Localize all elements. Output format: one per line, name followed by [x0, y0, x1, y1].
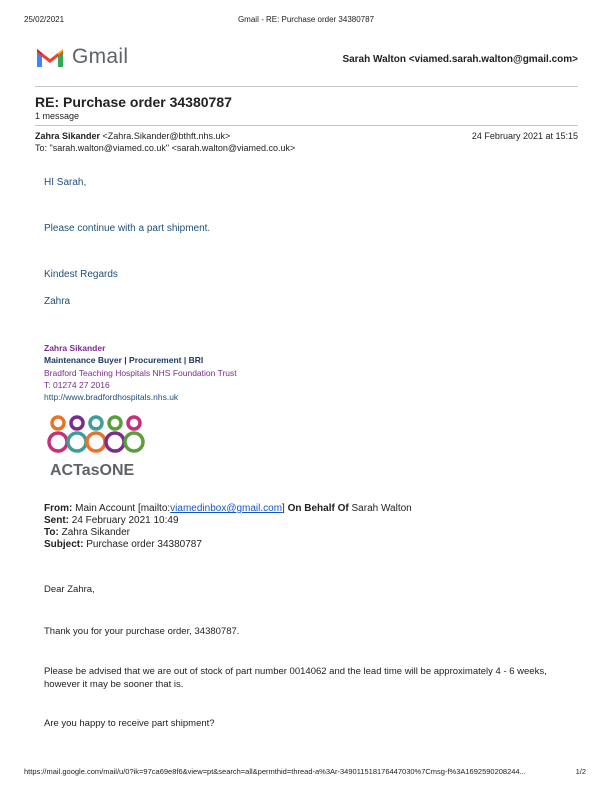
fwd-from-email-link[interactable]: viamedinbox@gmail.com — [170, 503, 283, 514]
fwd-to-value: Zahra Sikander — [61, 527, 130, 538]
fwd-subject-label: Subject: — [44, 539, 84, 550]
fwd-to-line — [44, 527, 130, 538]
print-date: 25/02/2021 — [24, 15, 65, 24]
fwd-sent-value: 24 February 2021 10:49 — [71, 515, 179, 526]
gmail-wordmark: Gmail — [72, 45, 129, 68]
print-page: 1/2 — [575, 767, 586, 776]
account-label: Sarah Walton <viamed.sarah.walton@gmail.com> — [342, 54, 578, 65]
message-body: Please continue with a part shipment. — [44, 223, 211, 234]
fwd-from-suffix: ] — [282, 503, 285, 514]
message-to: To: "sarah.walton@viamed.co.uk" <sarah.walton@viamed.co.uk> — [35, 143, 296, 153]
fwd-sent-label: Sent: — [44, 515, 69, 526]
fwd-paragraph-2: Please be advised that we are out of stock of part number 0014062 and the lead time will be approximately 4 - 6 weeks, however it may be sooner that is. — [44, 666, 547, 690]
fwd-paragraph-1: Thank you for your purchase order, 34380787. — [44, 626, 240, 637]
signature-phone: T: 01274 27 2016 — [44, 380, 110, 390]
fwd-from-line — [44, 503, 412, 514]
fwd-from-label: From: — [44, 503, 73, 514]
actasone-logo-text: ACTasONE — [50, 462, 135, 479]
sender-email: <Zahra.Sikander@bthft.nhs.uk> — [102, 131, 231, 141]
signature-role: Maintenance Buyer | Procurement | BRI — [44, 355, 204, 365]
fwd-behalf-name: Sarah Walton — [351, 503, 412, 514]
regards: Kindest Regards — [44, 269, 118, 280]
fwd-sent-line — [44, 515, 179, 526]
fwd-subject-value: Purchase order 34380787 — [86, 539, 202, 550]
print-url: https://mail.google.com/mail/u/0?ik=97ca69e8f6&view=pt&search=all&permthid=thread-a%3Ar-3490115181764470​30%7Cmsg-f%3A1692590208244... — [24, 767, 526, 776]
header-divider — [35, 86, 578, 87]
fwd-subject-line — [44, 539, 202, 550]
signature-org: Bradford Teaching Hospitals NHS Foundation Trust — [44, 368, 237, 378]
fwd-from-prefix: Main Account [mailto: — [75, 503, 171, 514]
actasone-logo — [46, 412, 146, 480]
message-count: 1 message — [35, 111, 80, 121]
signature-name: Zahra Sikander — [44, 343, 106, 353]
signoff: Zahra — [44, 296, 71, 307]
greeting: HI Sarah, — [44, 177, 87, 188]
signature-url[interactable]: http://www.bradfordhospitals.nhs.uk — [44, 392, 179, 402]
gmail-logo-icon — [35, 45, 65, 69]
message-from — [35, 131, 230, 141]
message-divider — [35, 125, 578, 126]
print-title: Gmail - RE: Purchase order 34380787 — [237, 15, 375, 24]
fwd-paragraph-3: Are you happy to receive part shipment? — [44, 718, 215, 729]
fwd-to-label: To: — [44, 527, 59, 538]
fwd-behalf-label: On Behalf Of — [287, 503, 349, 514]
sender-name: Zahra Sikander — [35, 131, 101, 141]
fwd-greeting: Dear Zahra, — [44, 584, 95, 595]
message-date: 24 February 2021 at 15:15 — [471, 131, 578, 141]
thread-subject: RE: Purchase order 34380787 — [35, 94, 232, 110]
